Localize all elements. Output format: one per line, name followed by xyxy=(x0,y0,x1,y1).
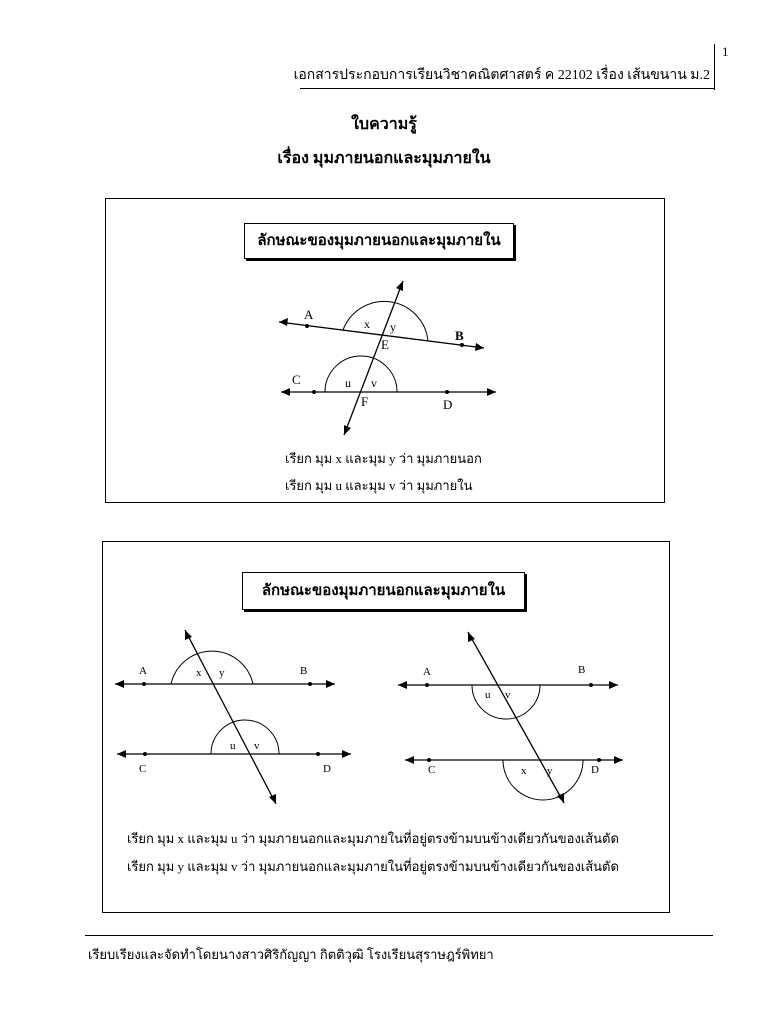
box2-right-angle-v: v xyxy=(505,689,511,701)
box1-angle-x: x xyxy=(364,317,370,331)
box2-caption-x-u: เรียก มุม x และมุม u ว่า มุมภายนอกและมุมภายในที่อยู่ตรงข้ามบนข้างเดียวกันของเส้นตัด xyxy=(127,831,619,846)
footer-credit: เรียบเรียงและจัดทำโดยนางสาวศิริกัญญา กิตติวุฒิ โรงเรียนสุราษฎร์พิทยา xyxy=(88,947,494,962)
knowledge-box-1 xyxy=(105,198,665,503)
footer-divider xyxy=(85,935,713,936)
box2-caption-y-v: เรียก มุม y และมุม v ว่า มุมภายนอกและมุมภายในที่อยู่ตรงข้ามบนข้างเดียวกันของเส้นตัด xyxy=(127,859,619,874)
box1-heading: ลักษณะของมุมภายนอกและมุมภายใน xyxy=(244,223,514,259)
box2-left-label-a: A xyxy=(139,665,147,677)
box1-caption-exterior: เรียก มุม x และมุม y ว่า มุมภายนอก xyxy=(285,451,482,466)
box2-left-label-d: D xyxy=(323,763,331,775)
box1-angle-u: u xyxy=(345,376,351,390)
document-header: เอกสารประกอบการเรียนวิชาคณิตศาสตร์ ค 22102 เรื่อง เส้นขนาน ม.2 xyxy=(293,68,710,83)
page-title: ใบความรู้ xyxy=(351,116,417,133)
box2-left-angle-x: x xyxy=(196,667,202,679)
header-divider-vertical xyxy=(714,44,715,90)
box2-right-label-a: A xyxy=(423,666,431,678)
knowledge-box-2 xyxy=(102,541,670,913)
box2-right-angle-u: u xyxy=(485,689,491,701)
box2-right-angle-x: x xyxy=(521,765,527,777)
box2-heading: ลักษณะของมุมภายนอกและมุมภายใน xyxy=(242,572,525,610)
header-divider-horizontal xyxy=(300,88,715,89)
box2-left-diagram xyxy=(115,630,351,804)
box1-angle-y: y xyxy=(390,320,396,334)
box1-label-b: B xyxy=(455,328,464,343)
box2-left-label-b: B xyxy=(300,665,308,677)
box1-angle-v: v xyxy=(371,376,377,390)
box1-caption-interior: เรียก มุม u และมุม v ว่า มุมภายใน xyxy=(285,478,473,493)
box1-label-c: C xyxy=(292,372,301,387)
page-number: 1 xyxy=(722,44,729,59)
box2-right-label-b: B xyxy=(578,664,586,676)
box1-label-d: D xyxy=(443,397,453,412)
box1-label-e: E xyxy=(381,337,389,352)
box2-left-angle-v: v xyxy=(254,740,260,752)
box2-right-diagram xyxy=(398,632,623,803)
box2-right-label-c: C xyxy=(428,764,436,776)
box2-left-angle-u: u xyxy=(230,740,236,752)
box1-label-a: A xyxy=(304,307,314,322)
box2-left-label-c: C xyxy=(139,763,147,775)
box2-right-label-d: D xyxy=(591,764,599,776)
box2-left-angle-y: y xyxy=(219,667,225,679)
page-subtitle: เรื่อง มุมภายนอกและมุมภายใน xyxy=(277,150,491,167)
box2-right-angle-y: y xyxy=(547,765,553,777)
box1-label-f: F xyxy=(361,394,369,409)
